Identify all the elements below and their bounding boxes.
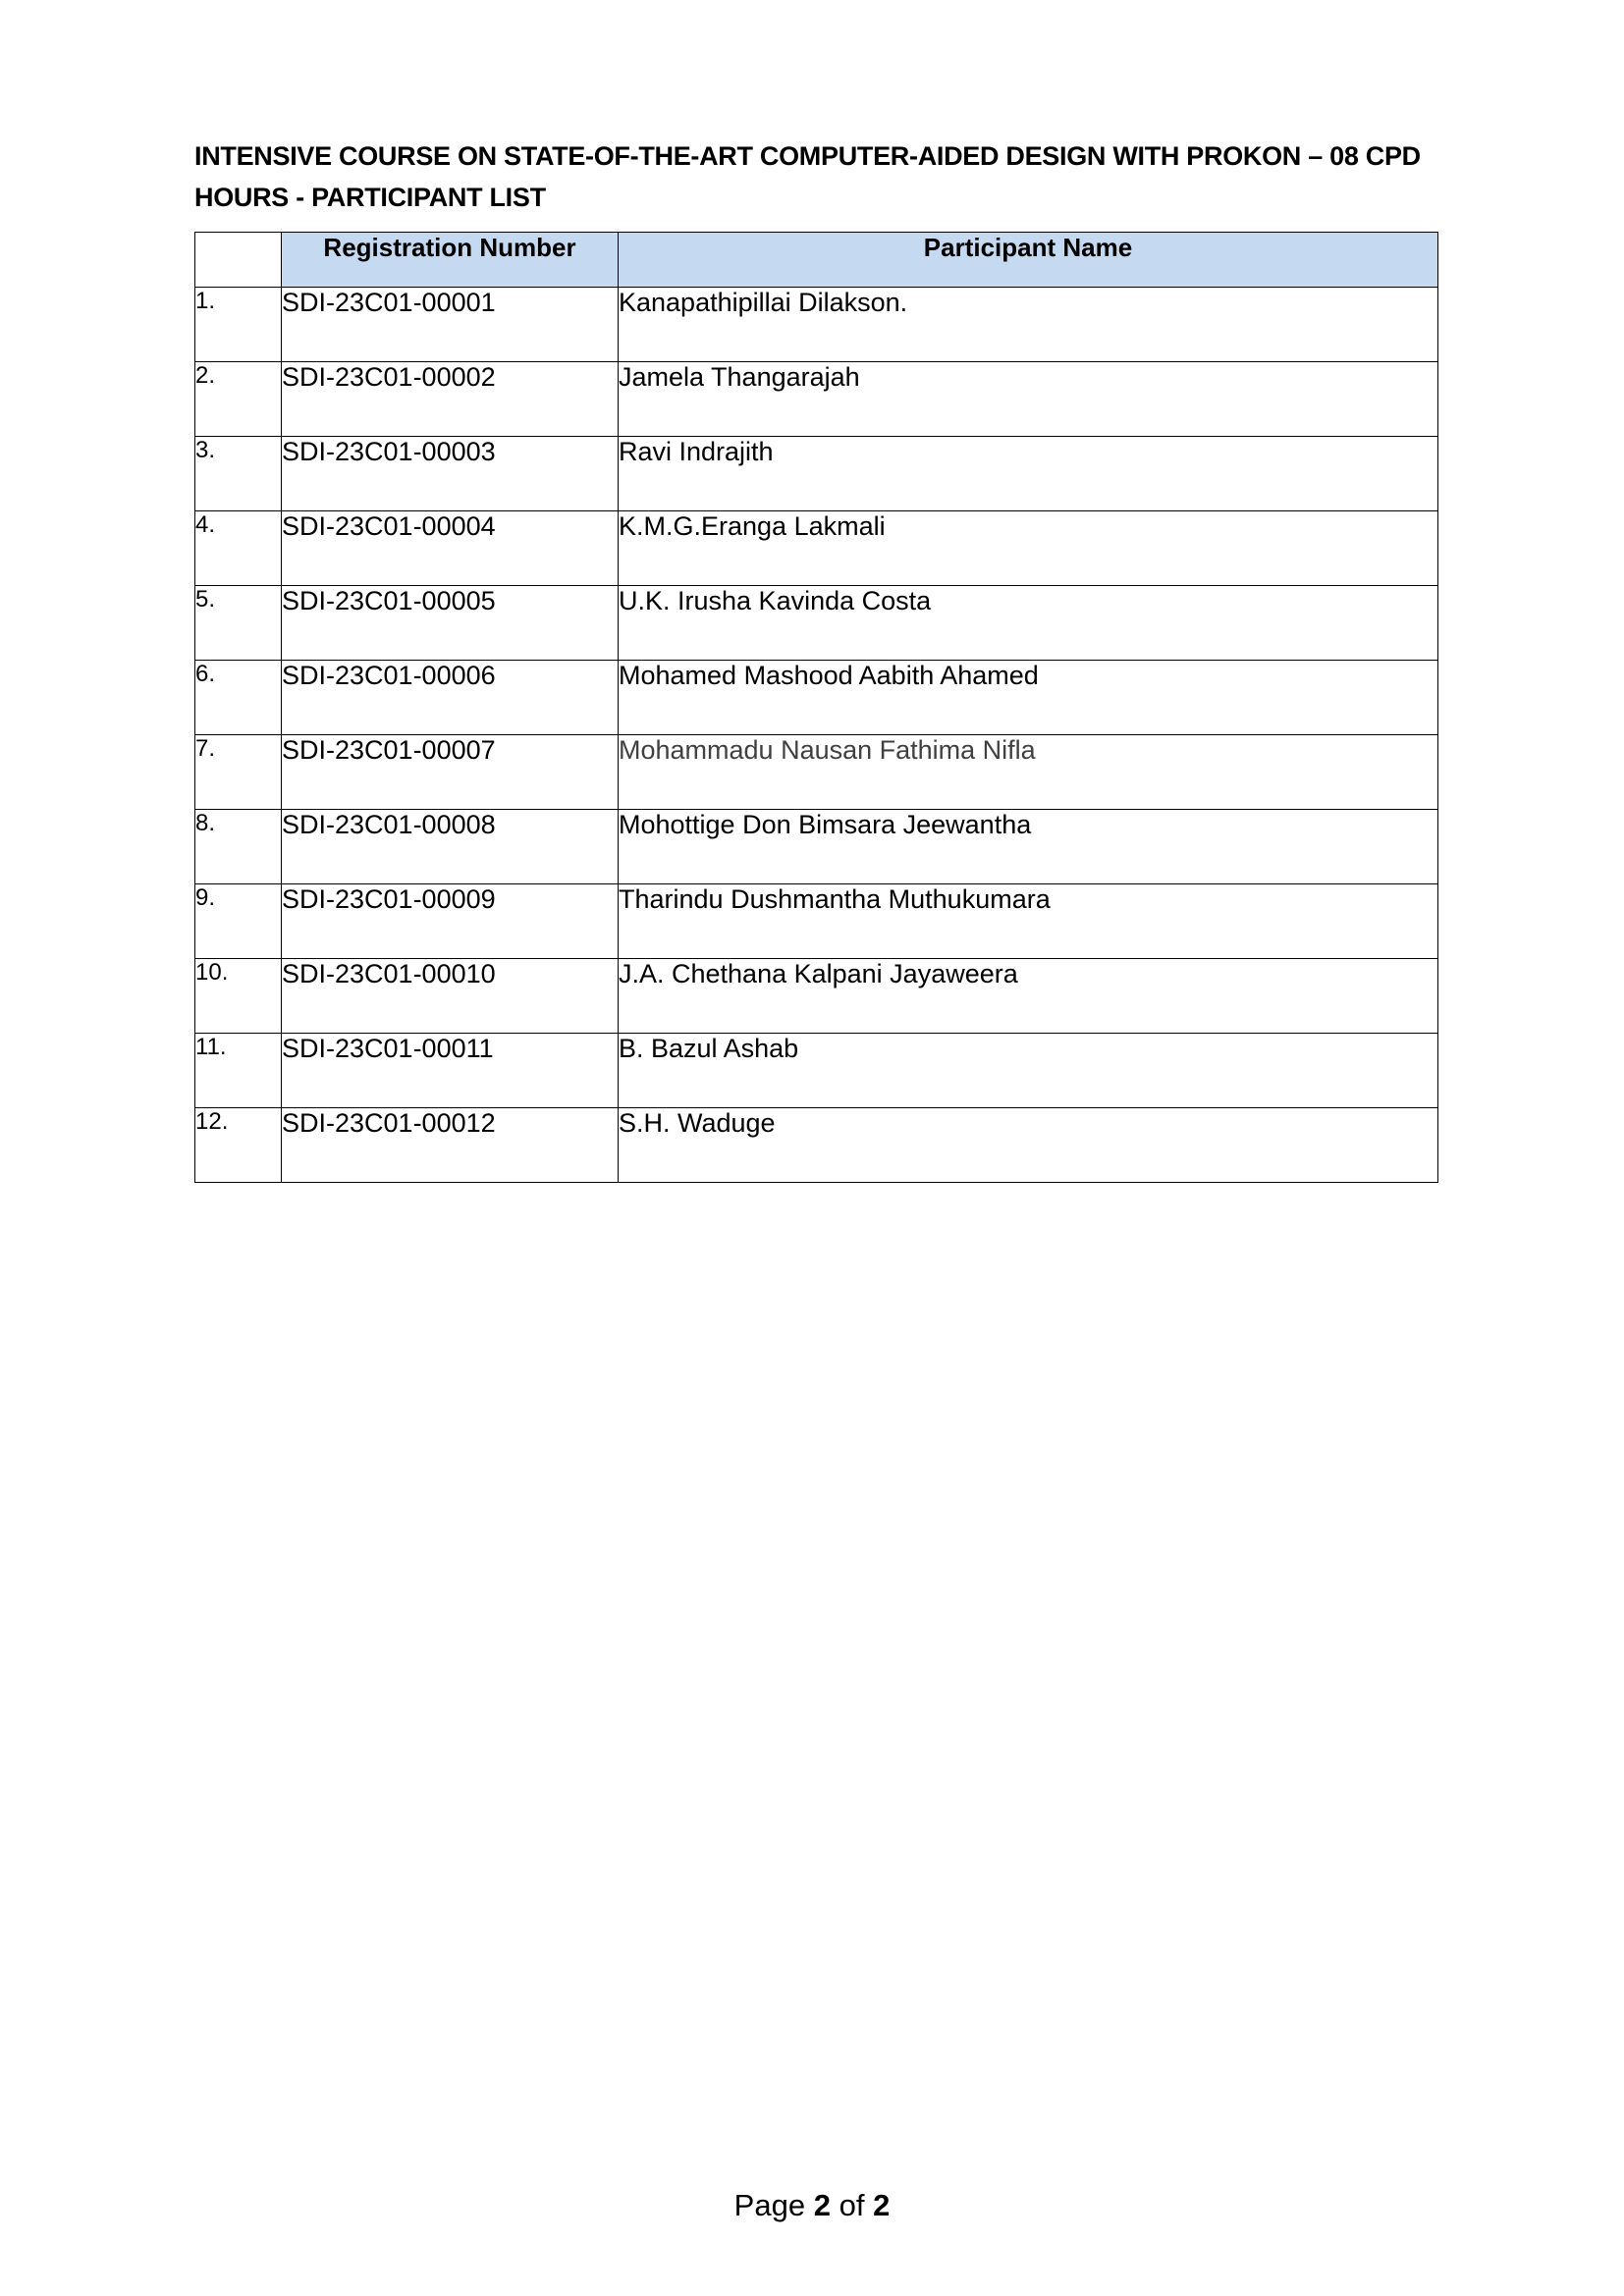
header-number — [195, 233, 282, 288]
participant-table — [194, 232, 1438, 1183]
row-number: 7. — [195, 735, 282, 810]
registration-number: SDI-23C01-00011 — [282, 1034, 619, 1108]
participant-name: Kanapathipillai Dilakson. — [619, 288, 1438, 362]
page-label: Page — [733, 2188, 806, 2222]
registration-number: SDI-23C01-00009 — [282, 884, 619, 959]
row-number: 6. — [195, 661, 282, 735]
registration-number: SDI-23C01-00012 — [282, 1108, 619, 1183]
table-row — [195, 511, 1438, 586]
of-label: of — [839, 2188, 865, 2222]
registration-number: SDI-23C01-00002 — [282, 362, 619, 437]
participant-name: K.M.G.Eranga Lakmali — [619, 511, 1438, 586]
row-number: 10. — [195, 959, 282, 1034]
table-row — [195, 288, 1438, 362]
table-row — [195, 437, 1438, 511]
table-row — [195, 884, 1438, 959]
header-registration-number: Registration Number — [282, 233, 619, 288]
table-row — [195, 735, 1438, 810]
title-line-2: HOURS - PARTICIPANT LIST — [194, 183, 546, 212]
registration-number: SDI-23C01-00001 — [282, 288, 619, 362]
registration-number: SDI-23C01-00004 — [282, 511, 619, 586]
registration-number: SDI-23C01-00003 — [282, 437, 619, 511]
row-number: 4. — [195, 511, 282, 586]
participant-name: Ravi Indrajith — [619, 437, 1438, 511]
table-row — [195, 586, 1438, 661]
row-number: 12. — [195, 1108, 282, 1183]
row-number: 5. — [195, 586, 282, 661]
participant-name: B. Bazul Ashab — [619, 1034, 1438, 1108]
table-row — [195, 1108, 1438, 1183]
registration-number: SDI-23C01-00008 — [282, 810, 619, 884]
row-number: 1. — [195, 288, 282, 362]
header-participant-name: Participant Name — [619, 233, 1438, 288]
participant-name: Mohottige Don Bimsara Jeewantha — [619, 810, 1438, 884]
row-number: 9. — [195, 884, 282, 959]
table-row — [195, 1034, 1438, 1108]
table-row — [195, 362, 1438, 437]
registration-number: SDI-23C01-00010 — [282, 959, 619, 1034]
participant-name: S.H. Waduge — [619, 1108, 1438, 1183]
document-title — [194, 135, 1510, 218]
registration-number: SDI-23C01-00006 — [282, 661, 619, 735]
title-line-1: INTENSIVE COURSE ON STATE-OF-THE-ART COMPUTER-AIDED DESIGN WITH PROKON – 08 CPD — [194, 141, 1421, 171]
table-row — [195, 810, 1438, 884]
total-pages-number: 2 — [873, 2188, 891, 2222]
participant-name: Mohamed Mashood Aabith Ahamed — [619, 661, 1438, 735]
table-row — [195, 959, 1438, 1034]
row-number: 11. — [195, 1034, 282, 1108]
table-row — [195, 661, 1438, 735]
registration-number: SDI-23C01-00005 — [282, 586, 619, 661]
row-number: 3. — [195, 437, 282, 511]
participant-name: J.A. Chethana Kalpani Jayaweera — [619, 959, 1438, 1034]
row-number: 2. — [195, 362, 282, 437]
participant-name: Tharindu Dushmantha Muthukumara — [619, 884, 1438, 959]
current-page-number: 2 — [813, 2188, 831, 2222]
registration-number: SDI-23C01-00007 — [282, 735, 619, 810]
table-header-row — [195, 233, 1438, 288]
row-number: 8. — [195, 810, 282, 884]
participant-name: U.K. Irusha Kavinda Costa — [619, 586, 1438, 661]
participant-name: Jamela Thangarajah — [619, 362, 1438, 437]
participant-name: Mohammadu Nausan Fathima Nifla — [619, 735, 1438, 810]
page-footer — [0, 2188, 1624, 2223]
